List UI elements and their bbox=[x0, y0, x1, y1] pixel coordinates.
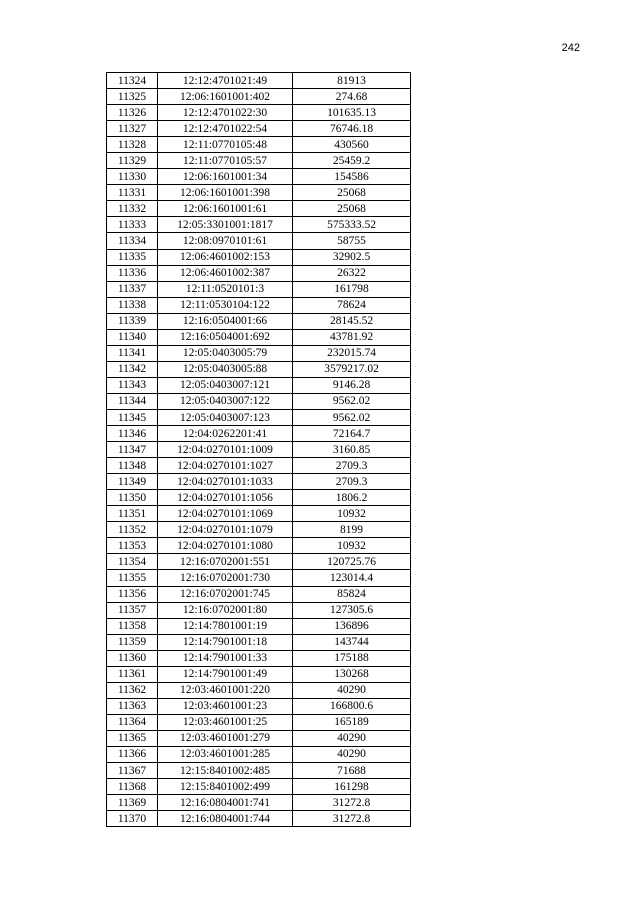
cadastral-number-cell: 12:03:4601001:25 bbox=[158, 714, 293, 730]
table-row bbox=[107, 474, 411, 490]
value-cell: 143744 bbox=[293, 634, 411, 650]
row-number-cell: 11370 bbox=[107, 811, 158, 827]
table-row bbox=[107, 185, 411, 201]
table-row bbox=[107, 714, 411, 730]
row-number-cell: 11361 bbox=[107, 666, 158, 682]
table-body bbox=[107, 73, 411, 827]
row-number-cell: 11356 bbox=[107, 586, 158, 602]
row-number-cell: 11353 bbox=[107, 538, 158, 554]
value-cell: 165189 bbox=[293, 714, 411, 730]
row-number-cell: 11364 bbox=[107, 714, 158, 730]
row-number-cell: 11334 bbox=[107, 233, 158, 249]
table-row bbox=[107, 249, 411, 265]
table-row bbox=[107, 811, 411, 827]
cadastral-number-cell: 12:16:0702001:745 bbox=[158, 586, 293, 602]
cadastral-number-cell: 12:16:0804001:744 bbox=[158, 811, 293, 827]
row-number-cell: 11346 bbox=[107, 426, 158, 442]
row-number-cell: 11326 bbox=[107, 105, 158, 121]
value-cell: 85824 bbox=[293, 586, 411, 602]
row-number-cell: 11352 bbox=[107, 522, 158, 538]
value-cell: 10932 bbox=[293, 506, 411, 522]
cadastral-number-cell: 12:05:3301001:1817 bbox=[158, 217, 293, 233]
table-row bbox=[107, 698, 411, 714]
table-row bbox=[107, 409, 411, 425]
cadastral-number-cell: 12:04:0262201:41 bbox=[158, 426, 293, 442]
page-number: 242 bbox=[561, 42, 580, 54]
row-number-cell: 11363 bbox=[107, 698, 158, 714]
table-row bbox=[107, 105, 411, 121]
value-cell: 120725.76 bbox=[293, 554, 411, 570]
row-number-cell: 11350 bbox=[107, 490, 158, 506]
value-cell: 1806.2 bbox=[293, 490, 411, 506]
value-cell: 8199 bbox=[293, 522, 411, 538]
table-row bbox=[107, 554, 411, 570]
cadastral-number-cell: 12:14:7801001:19 bbox=[158, 618, 293, 634]
table-row bbox=[107, 442, 411, 458]
cadastral-number-cell: 12:14:7901001:49 bbox=[158, 666, 293, 682]
row-number-cell: 11354 bbox=[107, 554, 158, 570]
row-number-cell: 11335 bbox=[107, 249, 158, 265]
value-cell: 71688 bbox=[293, 763, 411, 779]
cadastral-number-cell: 12:03:4601001:279 bbox=[158, 730, 293, 746]
cadastral-number-cell: 12:12:4701022:54 bbox=[158, 121, 293, 137]
table-row bbox=[107, 201, 411, 217]
cadastral-number-cell: 12:08:0970101:61 bbox=[158, 233, 293, 249]
value-cell: 3160.85 bbox=[293, 442, 411, 458]
value-cell: 161798 bbox=[293, 281, 411, 297]
table-row bbox=[107, 153, 411, 169]
table-row bbox=[107, 217, 411, 233]
cadastral-number-cell: 12:12:4701021:49 bbox=[158, 73, 293, 89]
cadastral-number-cell: 12:16:0504001:66 bbox=[158, 313, 293, 329]
table-row bbox=[107, 377, 411, 393]
row-number-cell: 11333 bbox=[107, 217, 158, 233]
row-number-cell: 11330 bbox=[107, 169, 158, 185]
table-row bbox=[107, 586, 411, 602]
table-row bbox=[107, 506, 411, 522]
cadastral-number-cell: 12:16:0702001:80 bbox=[158, 602, 293, 618]
table-row bbox=[107, 137, 411, 153]
table-row bbox=[107, 265, 411, 281]
value-cell: 43781.92 bbox=[293, 329, 411, 345]
value-cell: 25068 bbox=[293, 185, 411, 201]
row-number-cell: 11338 bbox=[107, 297, 158, 313]
cadastral-number-cell: 12:04:0270101:1069 bbox=[158, 506, 293, 522]
table-row bbox=[107, 121, 411, 137]
value-cell: 25459.2 bbox=[293, 153, 411, 169]
cadastral-number-cell: 12:15:8401002:499 bbox=[158, 779, 293, 795]
table-row bbox=[107, 730, 411, 746]
value-cell: 3579217.02 bbox=[293, 361, 411, 377]
cadastral-number-cell: 12:11:0520101:3 bbox=[158, 281, 293, 297]
value-cell: 58755 bbox=[293, 233, 411, 249]
cadastral-number-cell: 12:04:0270101:1033 bbox=[158, 474, 293, 490]
row-number-cell: 11329 bbox=[107, 153, 158, 169]
cadastral-number-cell: 12:05:0403007:123 bbox=[158, 409, 293, 425]
table-row bbox=[107, 297, 411, 313]
cadastral-number-cell: 12:16:0504001:692 bbox=[158, 329, 293, 345]
value-cell: 101635.13 bbox=[293, 105, 411, 121]
table-row bbox=[107, 345, 411, 361]
row-number-cell: 11355 bbox=[107, 570, 158, 586]
cadastral-number-cell: 12:15:8401002:485 bbox=[158, 763, 293, 779]
cadastral-number-cell: 12:11:0770105:48 bbox=[158, 137, 293, 153]
cadastral-number-cell: 12:04:0270101:1056 bbox=[158, 490, 293, 506]
value-cell: 81913 bbox=[293, 73, 411, 89]
cadastral-number-cell: 12:05:0403007:122 bbox=[158, 393, 293, 409]
cadastral-number-cell: 12:16:0804001:741 bbox=[158, 795, 293, 811]
row-number-cell: 11339 bbox=[107, 313, 158, 329]
cadastral-number-cell: 12:04:0270101:1027 bbox=[158, 458, 293, 474]
value-cell: 26322 bbox=[293, 265, 411, 281]
value-cell: 40290 bbox=[293, 746, 411, 762]
table-row bbox=[107, 746, 411, 762]
row-number-cell: 11340 bbox=[107, 329, 158, 345]
row-number-cell: 11343 bbox=[107, 377, 158, 393]
cadastral-number-cell: 12:04:0270101:1080 bbox=[158, 538, 293, 554]
table-row bbox=[107, 233, 411, 249]
table-row bbox=[107, 490, 411, 506]
cadastral-number-cell: 12:11:0770105:57 bbox=[158, 153, 293, 169]
cadastral-number-cell: 12:03:4601001:285 bbox=[158, 746, 293, 762]
value-cell: 232015.74 bbox=[293, 345, 411, 361]
value-cell: 31272.8 bbox=[293, 811, 411, 827]
value-cell: 2709.3 bbox=[293, 474, 411, 490]
table-row bbox=[107, 666, 411, 682]
table-row bbox=[107, 522, 411, 538]
table-row bbox=[107, 73, 411, 89]
cadastral-number-cell: 12:06:4601002:153 bbox=[158, 249, 293, 265]
value-cell: 161298 bbox=[293, 779, 411, 795]
table-row bbox=[107, 313, 411, 329]
row-number-cell: 11367 bbox=[107, 763, 158, 779]
cadastral-number-cell: 12:12:4701022:30 bbox=[158, 105, 293, 121]
table-row bbox=[107, 779, 411, 795]
table-row bbox=[107, 169, 411, 185]
cadastral-number-cell: 12:06:1601001:402 bbox=[158, 89, 293, 105]
value-cell: 130268 bbox=[293, 666, 411, 682]
row-number-cell: 11368 bbox=[107, 779, 158, 795]
table-row bbox=[107, 426, 411, 442]
cadastral-number-cell: 12:05:0403007:121 bbox=[158, 377, 293, 393]
value-cell: 9562.02 bbox=[293, 393, 411, 409]
cadastral-number-cell: 12:11:0530104:122 bbox=[158, 297, 293, 313]
row-number-cell: 11341 bbox=[107, 345, 158, 361]
row-number-cell: 11342 bbox=[107, 361, 158, 377]
row-number-cell: 11324 bbox=[107, 73, 158, 89]
cadastral-number-cell: 12:06:1601001:398 bbox=[158, 185, 293, 201]
table-row bbox=[107, 634, 411, 650]
table-row bbox=[107, 795, 411, 811]
row-number-cell: 11337 bbox=[107, 281, 158, 297]
value-cell: 127305.6 bbox=[293, 602, 411, 618]
cadastral-number-cell: 12:14:7901001:33 bbox=[158, 650, 293, 666]
row-number-cell: 11345 bbox=[107, 409, 158, 425]
row-number-cell: 11365 bbox=[107, 730, 158, 746]
value-cell: 166800.6 bbox=[293, 698, 411, 714]
value-cell: 9146.28 bbox=[293, 377, 411, 393]
value-cell: 32902.5 bbox=[293, 249, 411, 265]
value-cell: 40290 bbox=[293, 730, 411, 746]
value-cell: 2709.3 bbox=[293, 458, 411, 474]
table-row bbox=[107, 89, 411, 105]
data-table bbox=[106, 72, 411, 827]
row-number-cell: 11349 bbox=[107, 474, 158, 490]
row-number-cell: 11362 bbox=[107, 682, 158, 698]
row-number-cell: 11336 bbox=[107, 265, 158, 281]
value-cell: 123014.4 bbox=[293, 570, 411, 586]
table-row bbox=[107, 329, 411, 345]
row-number-cell: 11369 bbox=[107, 795, 158, 811]
row-number-cell: 11359 bbox=[107, 634, 158, 650]
value-cell: 78624 bbox=[293, 297, 411, 313]
row-number-cell: 11327 bbox=[107, 121, 158, 137]
table-row bbox=[107, 602, 411, 618]
value-cell: 575333.52 bbox=[293, 217, 411, 233]
cadastral-number-cell: 12:14:7901001:18 bbox=[158, 634, 293, 650]
cadastral-number-cell: 12:04:0270101:1009 bbox=[158, 442, 293, 458]
cadastral-number-cell: 12:03:4601001:220 bbox=[158, 682, 293, 698]
row-number-cell: 11360 bbox=[107, 650, 158, 666]
table-row bbox=[107, 361, 411, 377]
value-cell: 76746.18 bbox=[293, 121, 411, 137]
cadastral-number-cell: 12:06:4601002:387 bbox=[158, 265, 293, 281]
table-row bbox=[107, 458, 411, 474]
table-row bbox=[107, 570, 411, 586]
table-row bbox=[107, 281, 411, 297]
row-number-cell: 11351 bbox=[107, 506, 158, 522]
cadastral-number-cell: 12:05:0403005:79 bbox=[158, 345, 293, 361]
value-cell: 136896 bbox=[293, 618, 411, 634]
table-row bbox=[107, 538, 411, 554]
value-cell: 28145.52 bbox=[293, 313, 411, 329]
cadastral-number-cell: 12:16:0702001:551 bbox=[158, 554, 293, 570]
row-number-cell: 11358 bbox=[107, 618, 158, 634]
row-number-cell: 11357 bbox=[107, 602, 158, 618]
row-number-cell: 11331 bbox=[107, 185, 158, 201]
row-number-cell: 11325 bbox=[107, 89, 158, 105]
row-number-cell: 11344 bbox=[107, 393, 158, 409]
cadastral-number-cell: 12:06:1601001:61 bbox=[158, 201, 293, 217]
value-cell: 25068 bbox=[293, 201, 411, 217]
value-cell: 430560 bbox=[293, 137, 411, 153]
row-number-cell: 11347 bbox=[107, 442, 158, 458]
cadastral-number-cell: 12:16:0702001:730 bbox=[158, 570, 293, 586]
table-row bbox=[107, 763, 411, 779]
value-cell: 31272.8 bbox=[293, 795, 411, 811]
row-number-cell: 11332 bbox=[107, 201, 158, 217]
cadastral-number-cell: 12:06:1601001:34 bbox=[158, 169, 293, 185]
table-row bbox=[107, 650, 411, 666]
table-row bbox=[107, 618, 411, 634]
cadastral-number-cell: 12:05:0403005:88 bbox=[158, 361, 293, 377]
table-row bbox=[107, 393, 411, 409]
value-cell: 274.68 bbox=[293, 89, 411, 105]
cadastral-number-cell: 12:04:0270101:1079 bbox=[158, 522, 293, 538]
value-cell: 175188 bbox=[293, 650, 411, 666]
table-row bbox=[107, 682, 411, 698]
value-cell: 40290 bbox=[293, 682, 411, 698]
row-number-cell: 11366 bbox=[107, 746, 158, 762]
value-cell: 9562.02 bbox=[293, 409, 411, 425]
value-cell: 154586 bbox=[293, 169, 411, 185]
value-cell: 10932 bbox=[293, 538, 411, 554]
row-number-cell: 11348 bbox=[107, 458, 158, 474]
row-number-cell: 11328 bbox=[107, 137, 158, 153]
cadastral-number-cell: 12:03:4601001:23 bbox=[158, 698, 293, 714]
value-cell: 72164.7 bbox=[293, 426, 411, 442]
